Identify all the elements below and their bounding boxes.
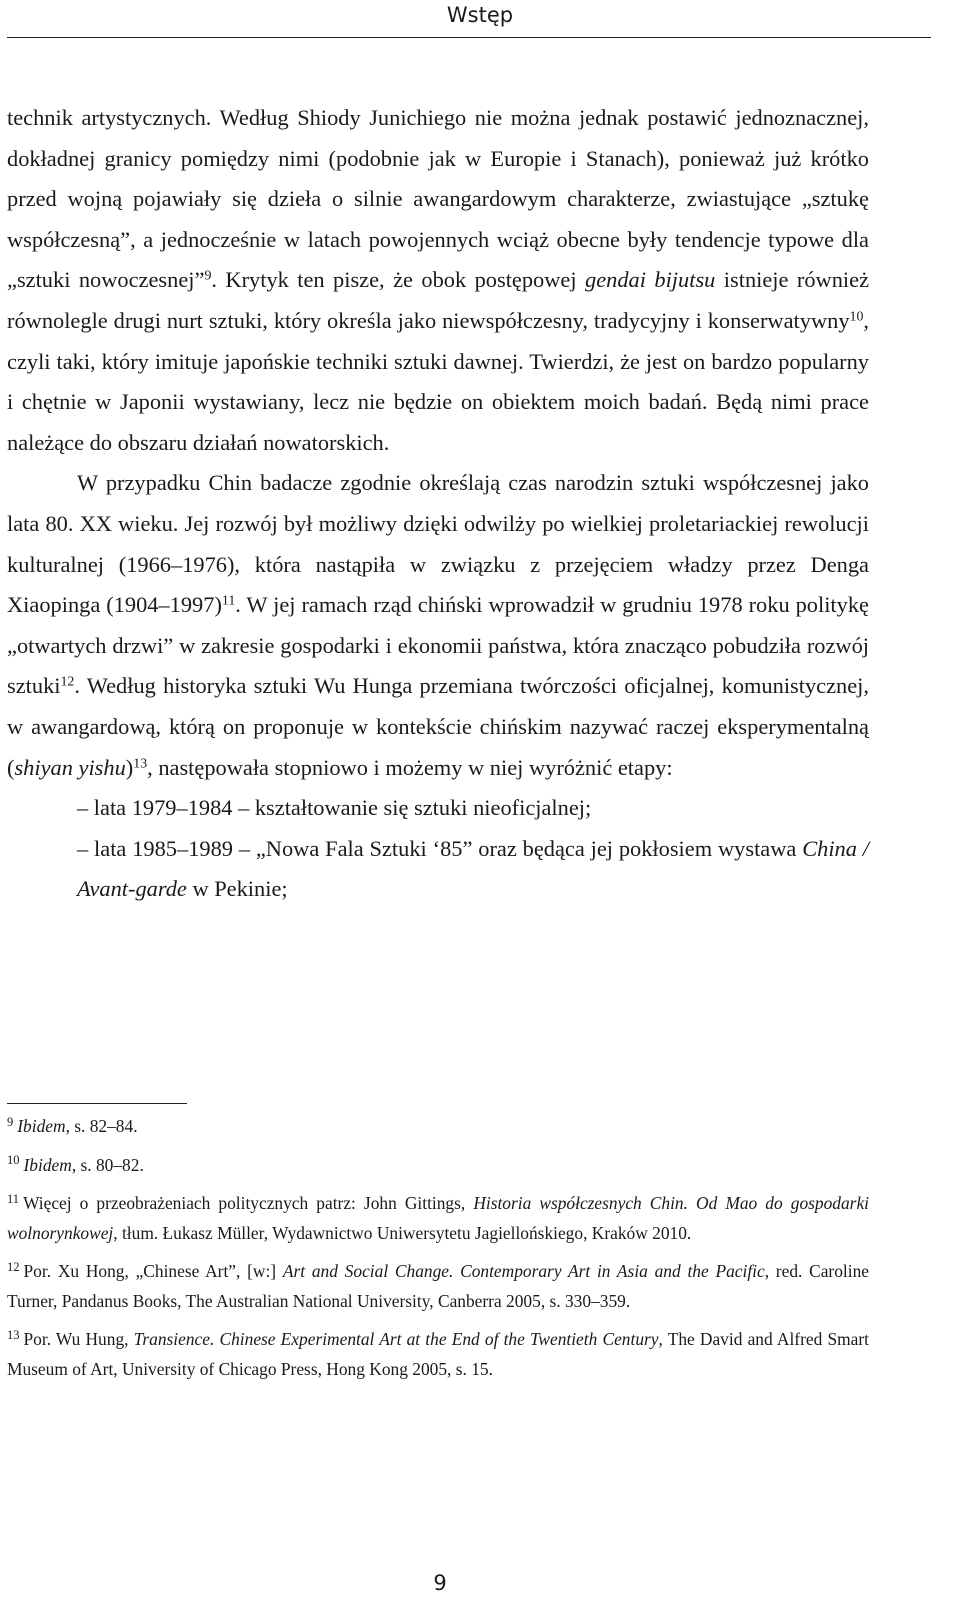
italic-text: Transience. Chinese Experimental Art at the End of the Twentieth Century bbox=[133, 1329, 659, 1349]
footnote bbox=[7, 1257, 869, 1316]
footnote-reference: 12 bbox=[60, 674, 75, 690]
text-run: – lata 1985–1989 – „Nowa Fala Sztuki ‘85” oraz będąca jej pokłosiem wystawa bbox=[77, 835, 803, 861]
text-run: , następowała stopniowo i możemy w niej wyróżnić etapy: bbox=[147, 754, 673, 780]
text-run: w Pekinie; bbox=[186, 876, 288, 902]
footnote-number: 11 bbox=[7, 1191, 20, 1206]
header-rule bbox=[7, 37, 931, 38]
footnote bbox=[7, 1189, 869, 1248]
text-run: , s. 80–82. bbox=[71, 1154, 144, 1175]
main-text bbox=[7, 98, 869, 910]
footnote bbox=[7, 1151, 869, 1181]
list-item bbox=[7, 829, 869, 910]
footnote-reference: 11 bbox=[221, 593, 236, 609]
footnote-number: 10 bbox=[7, 1153, 20, 1168]
text-run: ) bbox=[125, 754, 134, 780]
paragraph bbox=[7, 98, 869, 463]
text-run: , red. Caroline Turner, Pandanus Books, The Australian National University, Canberra 2005, s. 330–359. bbox=[7, 1261, 869, 1311]
text-run: Więcej o przeobrażeniach politycznych patrz: John Gittings, bbox=[23, 1193, 474, 1213]
text-run: . W jej ramach rząd chiński wprowadził w grudniu 1978 roku politykę „otwartych drzwi” w zakresie gospodarki i ekonomii państwa, która znacząco pobudziła rozwój sztuki bbox=[7, 592, 869, 699]
footnote-number: 13 bbox=[7, 1327, 20, 1342]
text-run: , czyli taki, który imituje japońskie techniki sztuki dawnej. Twierdzi, że jest on bardzo popularny i chętnie w Japonii wystawiany, lecz nie będzie on obiektem moich badań. Będą nimi prace należące do obszaru działań nowatorskich. bbox=[7, 307, 869, 455]
text-run: Por. Xu Hong, „Chinese Art”, [w:] bbox=[23, 1261, 283, 1281]
italic-text: Art and Social Change. Contemporary Art in Asia and the Pacific bbox=[282, 1261, 765, 1281]
text-run: , tłum. Łukasz Müller, Wydawnictwo Uniwersytetu Jagiellońskiego, Kraków 2010. bbox=[113, 1222, 692, 1243]
italic-text: Ibidem bbox=[23, 1154, 72, 1175]
footnote-number: 12 bbox=[7, 1259, 20, 1274]
italic-text: shiyan yishu bbox=[14, 754, 126, 780]
italic-text: China / Avant-garde bbox=[77, 835, 870, 902]
italic-text: gendai bijutsu bbox=[585, 267, 716, 293]
running-header: Wstęp bbox=[446, 3, 514, 27]
text-run: istnieje również równolegle drugi nurt sztuki, który określa jako niewspółczesny, tradycyjny i konserwatywny bbox=[7, 267, 870, 333]
list-item bbox=[7, 788, 869, 829]
footnote-reference: 9 bbox=[204, 268, 212, 284]
text-run: . Według historyka sztuki Wu Hunga przemiana twórczości oficjalnej, komunistycznej, w awangardową, którą on proponuje w kontekście chińskim nazywać raczej eksperymentalną ( bbox=[7, 673, 869, 780]
text-run: – lata 1979–1984 – kształtowanie się sztuki nieoficjalnej; bbox=[77, 795, 592, 821]
footnote-reference: 13 bbox=[133, 755, 148, 771]
footnotes bbox=[7, 1112, 869, 1393]
footnote bbox=[7, 1112, 869, 1142]
italic-text: Ibidem bbox=[17, 1116, 66, 1136]
paragraph bbox=[7, 463, 869, 788]
text-run: , s. 82–84. bbox=[65, 1116, 138, 1136]
page-number: 9 bbox=[433, 1571, 447, 1595]
italic-text: Historia współczesnych Chin. Od Mao do gospodarki wolnorynkowej bbox=[7, 1193, 870, 1243]
text-run: , The David and Alfred Smart Museum of Art, University of Chicago Press, Hong Kong 2005, s. 15. bbox=[7, 1329, 869, 1379]
footnote-separator bbox=[7, 1103, 187, 1104]
text-run: Por. Wu Hung, bbox=[23, 1329, 134, 1349]
text-run: technik artystycznych. Według Shiody Junichiego nie można jednak postawić jednoznacznej, dokładnej granicy pomiędzy nimi (podobnie jak w Europie i Stanach), ponieważ już krótko przed wojną pojawiały się dzieła o silnie awangardowym charakterze, zwiastujące „sztukę współczesną”, a jednocześnie w latach powojennych wciąż obecne były tendencje typowe dla „sztuki nowoczesnej” bbox=[7, 105, 869, 293]
footnote bbox=[7, 1325, 869, 1384]
footnote-number: 9 bbox=[7, 1114, 14, 1129]
text-run: W przypadku Chin badacze zgodnie określają czas narodzin sztuki współczesnej jako lata 80. XX wieku. Jej rozwój był możliwy dzięki odwilży po wielkiej proletariackiej rewolucji kulturalnej (1966–1976), która nastąpiła w związku z przejęciem władzy przez Denga Xiaopinga (1904–1997) bbox=[7, 470, 869, 618]
text-run: . Krytyk ten pisze, że obok postępowej bbox=[211, 267, 586, 293]
footnote-reference: 10 bbox=[849, 309, 864, 325]
